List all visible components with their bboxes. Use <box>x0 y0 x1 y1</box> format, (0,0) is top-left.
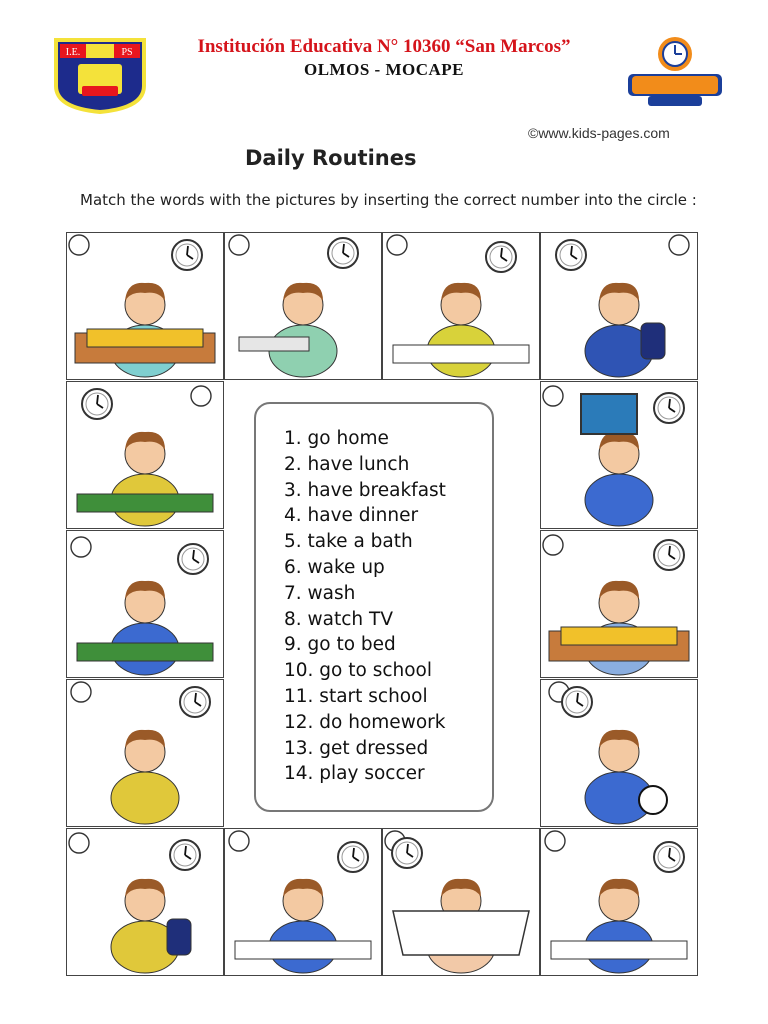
have-lunch-picture <box>224 828 382 976</box>
table-prop-icon <box>551 941 687 959</box>
get-dressed-picture <box>66 679 224 827</box>
shield-letters-right: PS <box>121 47 133 58</box>
answer-circle[interactable] <box>71 682 91 702</box>
word-item: 2. have lunch <box>284 453 410 475</box>
watch-tv-picture <box>540 381 698 529</box>
tv-prop-icon <box>581 394 637 434</box>
answer-circle[interactable] <box>191 386 211 406</box>
word-item: 13. get dressed <box>284 737 429 759</box>
bed-prop-icon <box>75 329 215 363</box>
school-name: Institución Educativa N° 10360 “San Marcos” <box>197 36 571 57</box>
answer-circle[interactable] <box>229 235 249 255</box>
bag-prop-icon <box>167 919 191 955</box>
page-title: Daily Routines <box>245 146 417 170</box>
desk-prop-icon <box>77 494 213 512</box>
desk-prop-icon <box>77 643 213 661</box>
ball-prop-icon <box>639 786 667 814</box>
word-item: 11. start school <box>284 685 428 707</box>
answer-circle[interactable] <box>543 535 563 555</box>
go-to-school-picture <box>540 232 698 380</box>
answer-circle[interactable] <box>229 831 249 851</box>
clock-icon <box>654 540 684 570</box>
table-prop-icon <box>393 345 529 363</box>
sink-prop-icon <box>239 337 309 351</box>
word-item: 1. go home <box>284 428 389 449</box>
have-breakfast-picture <box>382 232 540 380</box>
go-to-bed-picture <box>540 530 698 678</box>
answer-circle[interactable] <box>69 833 89 853</box>
kid-figure-icon <box>111 730 179 824</box>
answer-circle[interactable] <box>387 235 407 255</box>
shield-letters-left: I.E. <box>65 47 81 58</box>
take-a-bath-picture <box>382 828 540 976</box>
start-school-picture <box>66 530 224 678</box>
table-prop-icon <box>235 941 371 959</box>
clock-icon <box>654 842 684 872</box>
kid-figure-icon <box>269 283 337 377</box>
word-item: 6. wake up <box>284 556 385 578</box>
answer-circle[interactable] <box>669 235 689 255</box>
clock-icon <box>172 240 202 270</box>
tub-prop-icon <box>393 911 529 955</box>
word-item: 3. have breakfast <box>284 479 446 501</box>
go-home-picture <box>66 828 224 976</box>
clock-icon <box>392 838 422 868</box>
answer-circle[interactable] <box>71 537 91 557</box>
clock-icon <box>562 687 592 717</box>
clock-icon <box>82 389 112 419</box>
bag-prop-icon <box>641 323 665 359</box>
school-place: OLMOS - MOCAPE <box>304 60 464 79</box>
answer-circle[interactable] <box>543 386 563 406</box>
clock-icon <box>654 393 684 423</box>
clock-icon <box>170 840 200 870</box>
clock-icon <box>338 842 368 872</box>
word-item: 14. play soccer <box>284 763 425 785</box>
word-item: 5. take a bath <box>284 531 413 553</box>
word-item: 12. do homework <box>284 711 446 733</box>
answer-circle[interactable] <box>69 235 89 255</box>
play-soccer-picture <box>540 679 698 827</box>
copyright-credit: ©www.kids-pages.com <box>528 125 670 141</box>
word-item: 8. watch TV <box>284 608 393 630</box>
word-item: 4. have dinner <box>284 505 419 527</box>
instructions: Match the words with the pictures by inserting the correct number into the circle : <box>80 191 697 209</box>
word-list-box <box>254 402 494 812</box>
kid-figure-icon <box>585 432 653 526</box>
word-item: 9. go to bed <box>284 634 396 656</box>
clock-icon <box>328 238 358 268</box>
clock-icon <box>486 242 516 272</box>
bed-prop-icon <box>549 627 689 661</box>
have-dinner-picture <box>540 828 698 976</box>
clock-icon <box>556 240 586 270</box>
word-item: 10. go to school <box>284 660 433 682</box>
clock-icon <box>180 687 210 717</box>
jornada-escolar-completa-logo <box>620 32 730 112</box>
clock-icon <box>178 544 208 574</box>
word-item: 7. wash <box>284 582 356 604</box>
answer-circle[interactable] <box>545 831 565 851</box>
wash-picture <box>224 232 382 380</box>
wake-up-picture <box>66 232 224 380</box>
word-list <box>284 426 446 787</box>
do-homework-picture <box>66 381 224 529</box>
